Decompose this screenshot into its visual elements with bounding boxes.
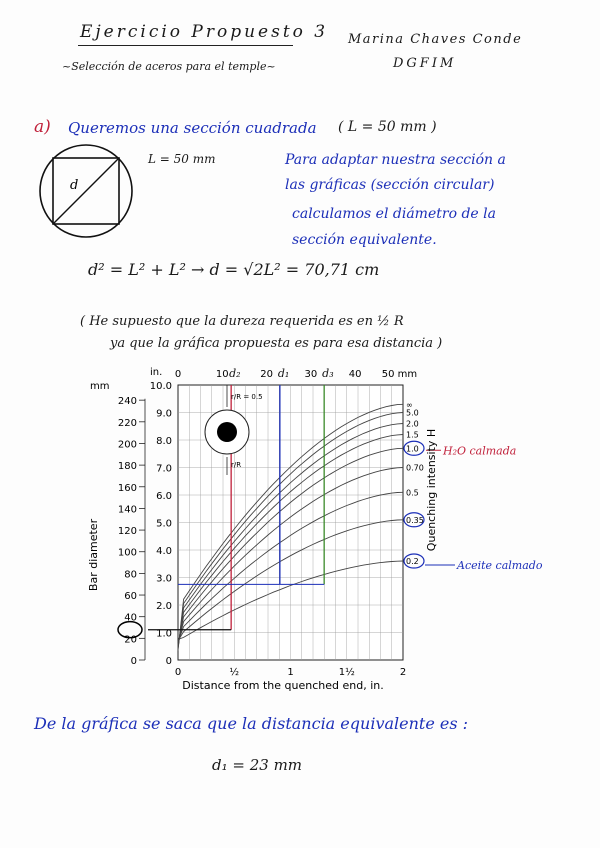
series-label: 0.5 [406,488,419,498]
grossmann-chart [85,355,543,700]
y-tick-mm-label: 20 [124,634,137,646]
x-tick-in-label: ½ [229,667,240,678]
y-tick-mm-label: 160 [117,482,137,494]
y-unit-mm: mm [90,381,110,392]
part-a-label: a) [34,117,51,137]
affiliation: DGFIM [393,56,457,71]
page-subtitle: ~Selección de aceros para el temple~ [62,60,276,73]
series-label: 5.0 [406,408,419,418]
x-tick-mm-label: 0 [174,369,182,380]
y-tick-mm-label: 120 [117,526,137,538]
y-tick-mm-label: 200 [117,439,137,451]
y-tick-in-label: 3.0 [156,573,172,585]
y-tick-mm-label: 220 [117,417,137,429]
side-length: L = 50 mm [148,152,216,166]
x-tick-mm-label: 20 [260,369,273,380]
y-unit-in: in. [150,367,163,378]
hypothesis-line-1: ( He supuesto que la dureza requerida es en ½ R [80,314,404,329]
part-a-size: ( L = 50 mm ) [338,119,437,135]
diagonal-label: d [70,178,79,193]
series-label: 0.35 [406,515,424,525]
y-tick-in-label: 9.0 [156,408,172,420]
oil-quench-label: Aceite calmado [457,559,543,572]
series-label: 1.0 [406,444,419,454]
note-line-2: las gráficas (sección circular) [285,177,495,193]
diameter-formula: d² = L² + L² → d = √2L² = 70,71 cm [88,260,380,279]
y-tick-mm-label: 60 [124,591,137,603]
water-quench-label: H₂O calmada [443,444,517,458]
y-tick-mm-label: 80 [124,569,137,581]
series-label: 0.2 [406,557,419,566]
y-tick-mm-label: 40 [124,612,137,624]
x-tick-in-label: 2 [399,667,407,678]
y-tick-in-label: 0 [165,656,172,667]
inset-radius-label: r/R [231,461,242,469]
series-label: ∞ [406,400,413,410]
note-line-3: calculamos el diámetro de la [292,206,496,222]
x-tick-in-label: 0 [174,667,182,678]
note-line-1: Para adaptar nuestra sección a [285,152,506,168]
y-axis-right-label: Quenching intensity H [425,428,438,552]
y-tick-in-label: 1.0 [156,628,172,640]
y-tick-in-label: 6.0 [156,491,172,502]
y-axis-label: Bar diameter [87,518,100,592]
y-tick-in-label: 4.0 [156,546,172,557]
note-line-4: sección equivalente. [292,232,437,248]
y-tick-in-label: 7.0 [156,463,172,475]
marker-label-d3: d₃ [322,367,334,380]
hypothesis-line-2: ya que la gráfica propuesta es para esa distancia ) [110,336,443,351]
y-tick-mm-label: 180 [117,461,137,473]
y-tick-in-label: 10.0 [149,381,172,392]
inset-ratio-label: r/R = 0.5 [231,393,263,401]
part-a-statement: Queremos una sección cuadrada [68,119,317,137]
x-tick-mm-label: 40 [348,369,362,380]
y-tick-in-label: 8.0 [156,436,172,447]
conclusion-text: De la gráfica se saca que la distancia equivalente es : [34,714,469,733]
y-tick-mm-label: 140 [117,504,137,516]
title-underline [78,45,293,46]
series-label: 2.0 [406,419,419,429]
marker-label-d1: d₁ [277,367,290,380]
author-name: Marina Chaves Conde [348,32,523,47]
x-tick-in-label: 1½ [338,667,355,678]
x-tick-mm-label: 50 mm [381,369,418,380]
series-label: 1.5 [406,430,419,440]
conclusion-value: d₁ = 23 mm [212,756,303,774]
y-tick-mm-label: 100 [117,547,137,559]
y-tick-in-label: 2.0 [156,601,172,612]
x-tick-in-label: 1 [287,667,294,678]
page-title: Ejercicio Propuesto 3 [80,22,329,42]
series-label: 0.70 [406,463,424,473]
marker-label-d2: d₂ [229,367,241,380]
x-tick-mm-label: 30 [304,369,318,380]
y-tick-mm-label: 240 [117,396,137,408]
y-tick-mm-label: 0 [130,656,137,667]
x-axis-label: Distance from the quenched end, in. [182,679,384,692]
y-tick-in-label: 5.0 [156,518,172,530]
square-section-diagram [38,143,138,243]
x-tick-mm-label: 10 [215,369,229,380]
